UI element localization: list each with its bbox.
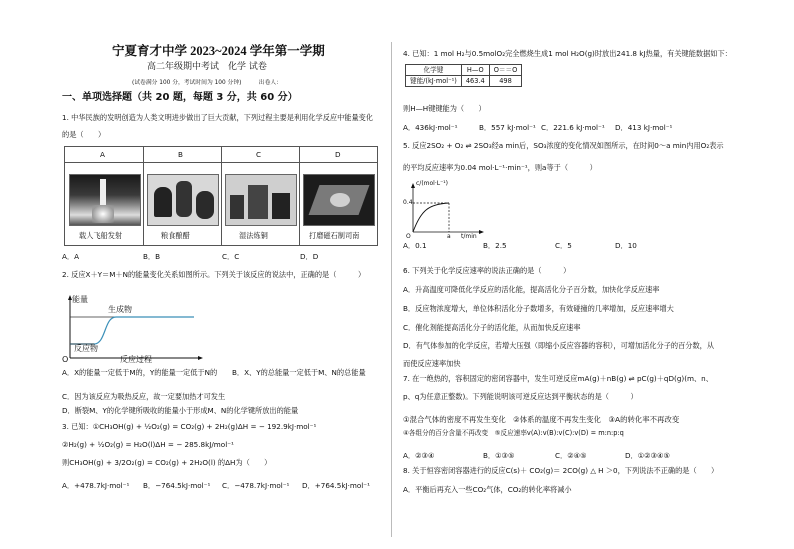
q1-header-a: A <box>100 150 105 159</box>
q3-line3: 则CH₃OH(g) + 3/2O₂(g) = CO₂(g) + 2H₂O(l) 的ΔH为（ ） <box>62 458 272 467</box>
q3-option-a: A．+478.7kJ·mol⁻¹ <box>62 481 130 490</box>
q7-stem-line1: 7. 在一绝热的，容积固定的密闭容器中，发生可逆反应mA(g)＋nB(g) ⇌ pC(g)＋qD(g)(m、n、 <box>403 374 713 383</box>
q7-conditions-line2: ④各组分的百分含量不再改变 ⑤反应速率v(A):v(B):v(C):v(D) = m:n:p:q <box>403 429 624 437</box>
q3-line1: 3. 已知：①CH₃OH(g) + ½O₂(g) = CO₂(g) + 2H₂(g)ΔH = − 192.9kJ·mol⁻¹ <box>62 422 317 431</box>
q5-option-a: A．0.1 <box>403 241 427 250</box>
copper-smelting-image <box>225 174 297 226</box>
q5-stem-line2: 的平均反应速率为0.04 mol·L⁻¹·min⁻¹，则a等于（ ） <box>403 163 597 172</box>
exam-title: 宁夏育才中学 2023~2024 学年第一学期 <box>112 44 325 58</box>
q1-header-c: C <box>256 150 262 159</box>
q8-option-a: A．平衡后再充入一些CO₂气体，CO₂的转化率将减小 <box>403 485 572 494</box>
q1-option-c: C．C <box>222 252 240 261</box>
q6-stem: 6. 下列关于化学反应速率的说法正确的是（ ） <box>403 266 571 275</box>
q7-stem-line2: p、q为任意正整数)。下列能说明该可逆反应达到平衡状态的是（ ） <box>403 392 638 401</box>
q7-conditions-line1: ①混合气体的密度不再发生变化 ②体系的温度不再发生变化 ③A的转化率不再改变 <box>403 415 680 424</box>
q1-stem-line1: 1. 中华民族的发明创造为人类文明进步做出了巨大贡献，下列过程主要是利用化学反应中能量变化 <box>62 113 374 122</box>
q7-option-b: B．①③⑤ <box>483 451 515 460</box>
q2-option-a: A．X的能量一定低于M的，Y的能量一定低于N的 <box>62 368 218 377</box>
q1-caption-a: 载人飞船发射 <box>79 231 123 240</box>
q4-option-a: A．436kJ·mol⁻¹ <box>403 123 458 132</box>
q7-option-a: A．②③④ <box>403 451 435 460</box>
q2-option-d: D．断裂M、Y的化学键所吸收的能量小于形成M、N的化学键所放出的能量 <box>62 406 299 415</box>
q8-stem: 8. 关于恒容密闭容器进行的反应C(s)＋ CO₂(g)＝ 2CO(g) △ H ＞0，下列说法不正确的是（ ） <box>403 466 719 475</box>
q6-option-d-line1: D．有气体参加的化学反应，若增大压强（即缩小反应容器的容积），可增加活化分子的百分数，从 <box>403 341 715 350</box>
exam-subtitle: 高二年级期中考试 化学 试卷 <box>147 62 267 72</box>
x-axis-arrow <box>479 230 484 234</box>
q5-x-label: t/min <box>461 233 477 240</box>
q2-option-c: C．因为该反应为吸热反应，故一定要加热才可发生 <box>62 392 226 401</box>
q6-option-a: A．升高温度可降低化学反应的活化能，提高活化分子百分数，加快化学反应速率 <box>403 285 660 294</box>
rocket-launch-image <box>69 174 141 226</box>
q2-reactant-label: 反应物 <box>74 344 98 353</box>
q6-option-d-line2: 而使反应速率加快 <box>403 359 461 368</box>
q7-option-c: C．②④⑤ <box>555 451 587 460</box>
q5-option-d: D．10 <box>615 241 637 250</box>
q4-option-b: B．557 kJ·mol⁻¹ <box>479 123 536 132</box>
q1-caption-d: 打磨磁石制司南 <box>309 231 360 240</box>
x-axis-arrow <box>198 356 203 360</box>
q1-option-a: A．A <box>62 252 80 261</box>
q3-option-d: D．+764.5kJ·mol⁻¹ <box>302 481 370 490</box>
concentration-curve <box>413 203 449 232</box>
column-divider <box>391 42 392 537</box>
q1-option-table <box>64 146 378 246</box>
q3-option-b: B．−764.5kJ·mol⁻¹ <box>143 481 211 490</box>
q6-option-c: C．催化剂能提高活化分子的活化能，从而加快反应速率 <box>403 323 581 332</box>
q5-stem-line1: 5. 反应2SO₂ + O₂ ⇌ 2SO₃经a min后，SO₃浓度的变化情况如图所示，在时间0～a min内用O₂表示 <box>403 141 724 150</box>
vinegar-brewing-image <box>147 174 219 226</box>
q1-header-b: B <box>178 150 183 159</box>
q5-x-tick: a <box>447 233 451 240</box>
q1-option-d: D．D <box>300 252 319 261</box>
bond-energy-table <box>405 64 522 87</box>
exam-info: (试卷满分 100 分，考试时间为 100 分钟) 出卷人： <box>132 80 282 86</box>
q5-concentration-graph <box>405 182 485 238</box>
q5-origin: O <box>406 233 411 240</box>
q7-option-d: D．①②③④⑤ <box>625 451 670 460</box>
q4-option-c: C．221.6 kJ·mol⁻¹ <box>541 123 605 132</box>
q4-option-d: D．413 kJ·mol⁻¹ <box>615 123 673 132</box>
q1-option-b: B．B <box>143 252 161 261</box>
q4-question: 则H—H键键能为（ ） <box>403 104 486 113</box>
q1-caption-c: 湿法炼铜 <box>239 231 268 240</box>
q3-option-c: C．−478.7kJ·mol⁻¹ <box>222 481 290 490</box>
q2-origin: O <box>62 355 69 364</box>
y-axis-arrow <box>411 183 415 188</box>
q4-stem: 4. 已知：1 mol H₂与0.5molO₂完全燃烧生成1 mol H₂O(g)时放出241.8 kJ热量，有关键能数据如下： <box>403 49 732 58</box>
bond-table-cell-2: 498 <box>489 76 522 87</box>
q1-caption-b: 粮食酿醋 <box>161 231 190 240</box>
bond-table-cell-0: 键能/(kJ·mol⁻¹) <box>406 76 462 87</box>
q5-y-label: c/(mol·L⁻¹) <box>416 180 449 187</box>
bond-table-header-1: H—O <box>461 65 489 76</box>
q2-option-b: B．X、Y的总能量一定低于M、N的总能量 <box>232 368 366 377</box>
bond-table-header-2: O＝＝O <box>489 65 522 76</box>
compass-image <box>303 174 375 226</box>
energy-curve <box>70 317 194 344</box>
q5-option-b: B．2.5 <box>483 241 507 250</box>
q2-stem: 2. 反应X＋Y＝M＋N的能量变化关系如图所示。下列关于该反应的说法中，正确的是（ ） <box>62 270 366 279</box>
bond-table-header-0: 化学键 <box>406 65 462 76</box>
q1-stem-line2: 的是（ ） <box>62 130 106 139</box>
q2-x-label: 反应过程 <box>120 355 152 364</box>
q2-product-label: 生成物 <box>108 305 132 314</box>
q1-header-d: D <box>335 150 341 159</box>
q5-y-tick: 0.4 <box>403 199 413 206</box>
q3-line2: ②H₂(g) + ½O₂(g) = H₂O(l)ΔH = − 285.8kJ/mol⁻¹ <box>62 440 234 449</box>
section-heading: 一、单项选择题（共 20 题，每题 3 分，共 60 分） <box>62 92 298 103</box>
q2-y-label: 能量 <box>72 295 88 304</box>
bond-table-cell-1: 463.4 <box>461 76 489 87</box>
q5-option-c: C．5 <box>555 241 572 250</box>
q6-option-b: B．反应物浓度增大，单位体积活化分子数增多，有效碰撞的几率增加，反应速率增大 <box>403 304 674 313</box>
